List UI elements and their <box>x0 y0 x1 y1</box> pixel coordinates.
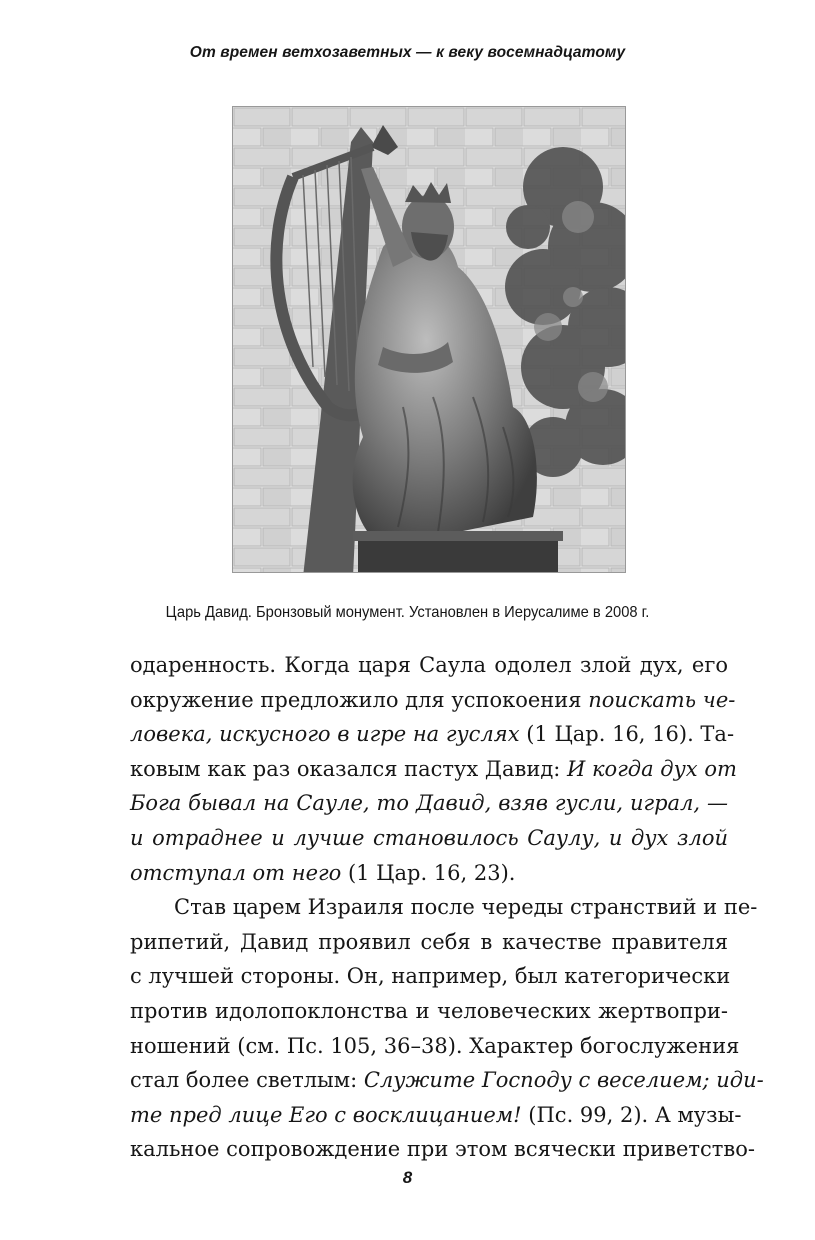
figure-caption: Царь Давид. Бронзовый монумент. Установлен в Иерусалиме в 2008 г. <box>165 604 650 621</box>
text-line: и отраднее и лучше становилось Саулу, и дух злой <box>130 825 728 850</box>
text-line: отступал от него (1 Цар. 16, 23). <box>130 860 516 885</box>
text-line: одаренность. Когда царя Саула одолел злой дух, его <box>130 653 728 677</box>
body-text <box>130 648 764 1167</box>
text-line: кальное сопровождение при этом всячески приветство- <box>130 1137 755 1162</box>
text-line: окружение предложило для успокоения поискать че- <box>130 687 736 712</box>
text-line: ношений (см. Пс. 105, 36–38). Характер богослужения <box>130 1033 740 1058</box>
text-line: те пред лице Его с восклицанием! (Пс. 99, 2). А музы- <box>130 1102 742 1127</box>
text-line: Бога бывал на Сауле, то Давид, взяв гусли, играл, — <box>130 791 728 816</box>
text-line: рипетий, Давид проявил себя в качестве правителя <box>130 929 728 954</box>
text-line: против идолопоклонства и человеческих жертвопри- <box>130 998 728 1023</box>
text-line: Став царем Израиля после череды странствий и пе- <box>174 895 758 920</box>
text-line: ковым как раз оказался пастух Давид: И когда дух от <box>130 756 737 781</box>
running-head: От времен ветхозаветных — к веку восемнадцатому <box>189 44 626 61</box>
text-line: с лучшей стороны. Он, например, был категорически <box>130 964 731 989</box>
figure-photo-king-david-statue <box>232 106 626 573</box>
page-number: 8 <box>402 1168 413 1187</box>
text-line: ловека, искусного в игре на гуслях (1 Цар. 16, 16). Та- <box>130 722 735 747</box>
text-line: стал более светлым: Служите Господу с веселием; иди- <box>130 1068 764 1093</box>
